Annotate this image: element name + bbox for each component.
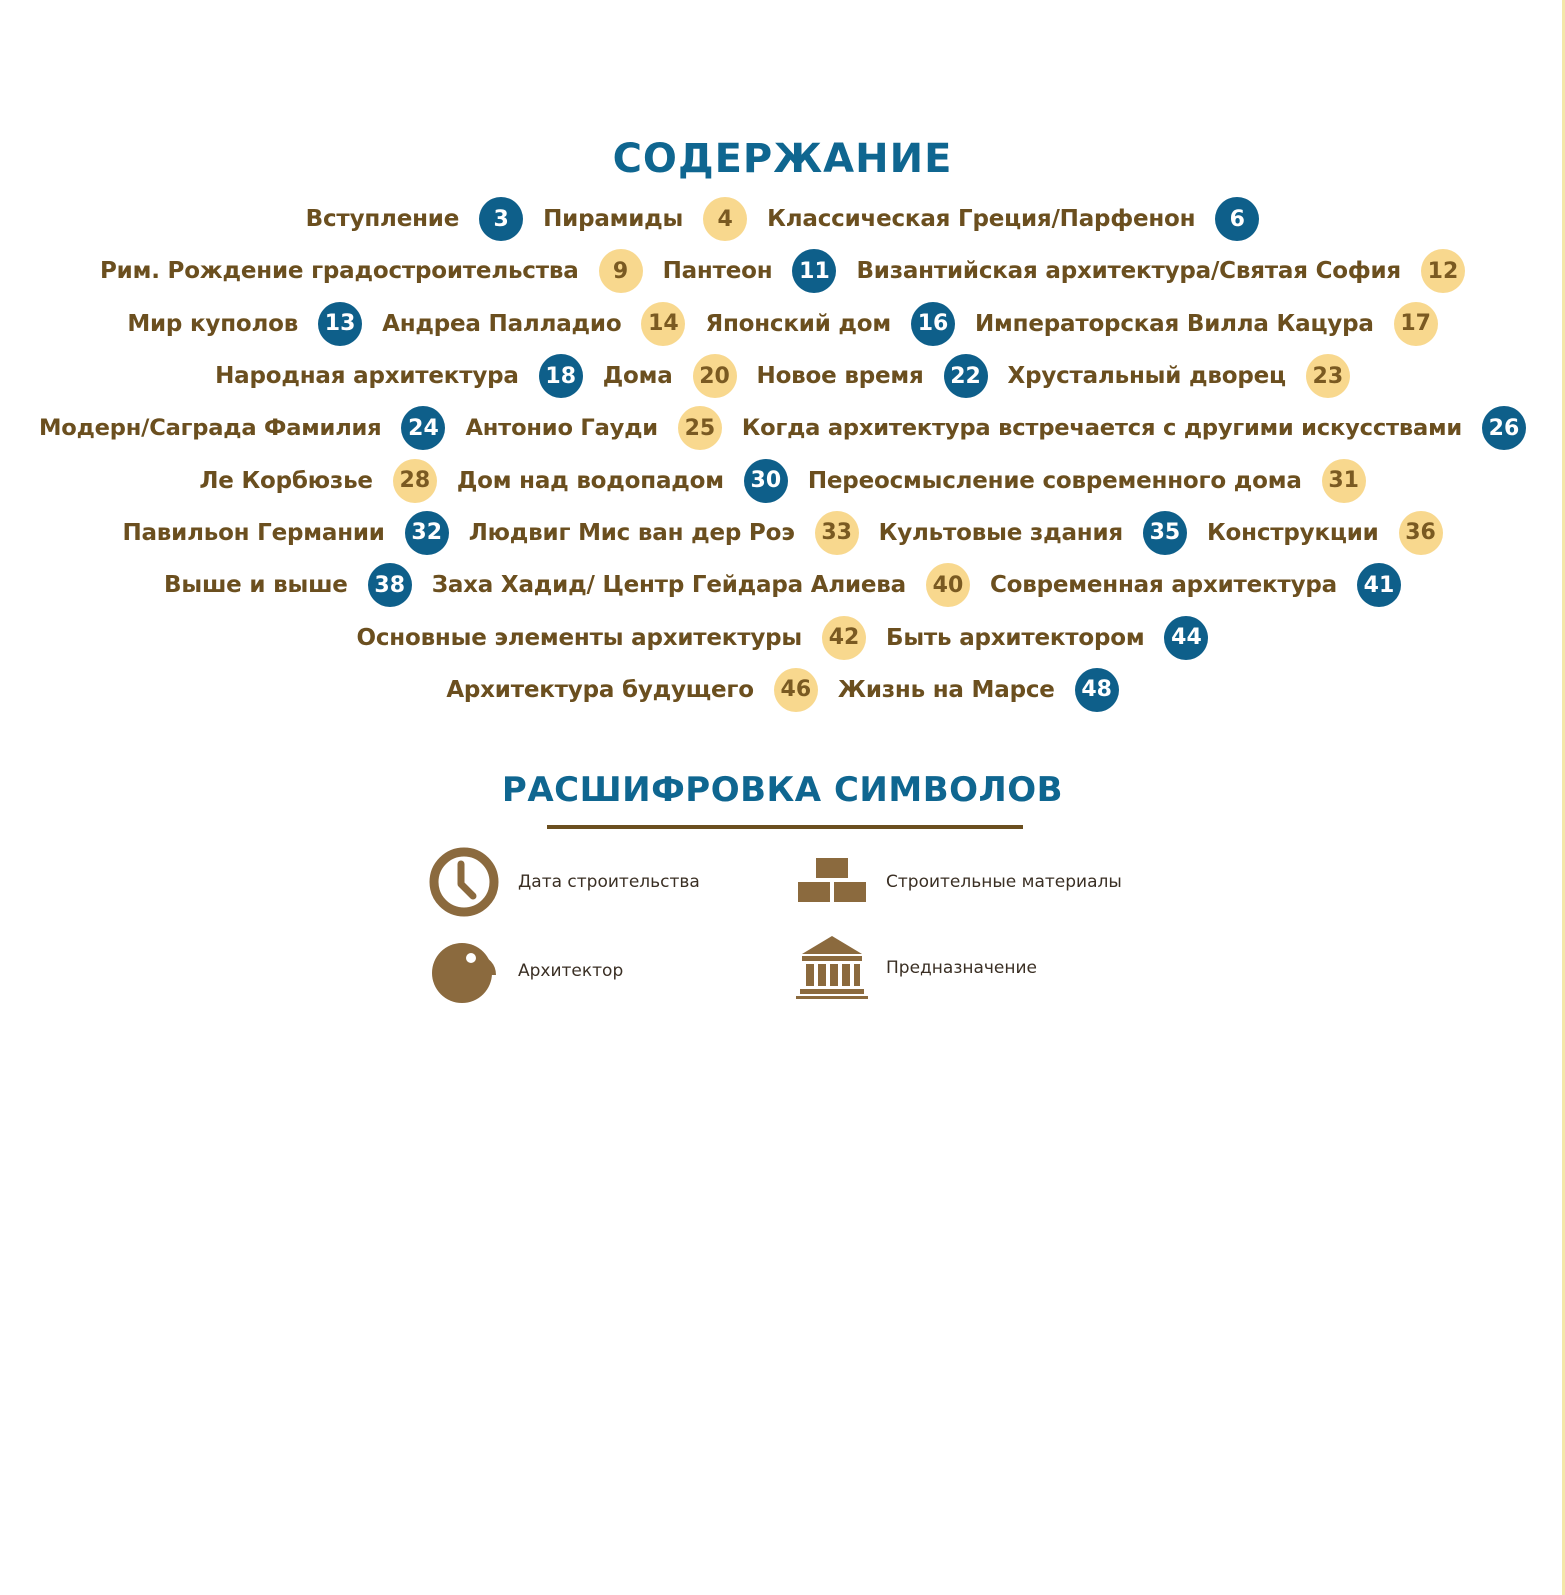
toc-entry[interactable]: [446, 668, 818, 712]
toc-entry-label: Выше и выше: [164, 572, 348, 599]
toc-entry[interactable]: [975, 302, 1438, 346]
toc-entry[interactable]: [603, 354, 737, 398]
toc-entry-label: Императорская Вилла Кацура: [975, 310, 1374, 337]
table-of-contents: [0, 193, 1565, 716]
page-number-badge: 48: [1075, 668, 1119, 712]
toc-entry[interactable]: [543, 197, 747, 241]
toc-entry[interactable]: [705, 302, 955, 346]
toc-entry[interactable]: [457, 459, 788, 503]
page-number-badge: 9: [599, 249, 643, 293]
toc-entry-label: Архитектура будущего: [446, 676, 754, 703]
page-number-badge: 26: [1482, 406, 1526, 450]
toc-entry-label: Современная архитектура: [989, 572, 1337, 599]
toc-entry[interactable]: [808, 459, 1366, 503]
legend-item-date: [428, 846, 700, 918]
page-number-badge: 33: [815, 511, 859, 555]
page-number-badge: 25: [678, 406, 722, 450]
page-number-badge: 36: [1399, 511, 1443, 555]
page-number-badge: 28: [393, 459, 437, 503]
toc-entry-label: Заха Хадид/ Центр Гейдара Алиева: [431, 572, 906, 599]
toc-entry[interactable]: [1207, 511, 1443, 555]
toc-entry[interactable]: [838, 668, 1119, 712]
toc-entry[interactable]: [469, 511, 859, 555]
page-number-badge: 20: [693, 354, 737, 398]
page-number-badge: 11: [792, 249, 836, 293]
toc-entry-label: Византийская архитектура/Святая София: [856, 258, 1401, 285]
toc-entry-label: Мир куполов: [127, 310, 299, 337]
page-number-badge: 31: [1322, 459, 1366, 503]
page-number-badge: 35: [1143, 511, 1187, 555]
toc-entry[interactable]: [122, 511, 448, 555]
toc-entry[interactable]: [100, 249, 643, 293]
page-number-badge: 12: [1421, 249, 1465, 293]
page-number-badge: 46: [774, 668, 818, 712]
bricks-icon: [796, 846, 868, 918]
toc-row: [0, 298, 1565, 350]
toc-entry-label: Быть архитектором: [886, 624, 1145, 651]
page-number-badge: 17: [1394, 302, 1438, 346]
page-number-badge: 32: [405, 511, 449, 555]
toc-row: [0, 559, 1565, 611]
page-number-badge: 23: [1306, 354, 1350, 398]
toc-entry-label: Переосмысление современного дома: [807, 467, 1302, 494]
toc-row: [0, 245, 1565, 297]
toc-entry[interactable]: [1008, 354, 1350, 398]
toc-row: [0, 454, 1565, 506]
page-number-badge: 30: [744, 459, 788, 503]
toc-entry[interactable]: [990, 563, 1401, 607]
page-number-badge: 40: [926, 563, 970, 607]
toc-entry-label: Рим. Рождение градостроительства: [100, 258, 579, 285]
toc-entry[interactable]: [767, 197, 1259, 241]
toc-entry[interactable]: [856, 249, 1465, 293]
page-number-badge: 24: [401, 406, 445, 450]
toc-entry-label: Антонио Гауди: [465, 415, 658, 442]
toc-entry[interactable]: [886, 616, 1208, 660]
legend-label-materials: Строительные материалы: [886, 872, 1122, 892]
toc-row: [0, 350, 1565, 402]
toc-entry-label: Людвиг Мис ван дер Роэ: [468, 519, 795, 546]
page-number-badge: 22: [944, 354, 988, 398]
toc-entry-label: Дома: [602, 363, 673, 390]
legend-label-date: Дата строительства: [518, 872, 700, 892]
toc-row: [0, 507, 1565, 559]
page-number-badge: 6: [1215, 197, 1259, 241]
legend-title: РАСШИФРОВКА СИМВОЛОВ: [501, 770, 1064, 810]
toc-entry-label: Японский дом: [705, 310, 891, 337]
toc-entry-label: Дом над водопадом: [456, 467, 724, 494]
toc-entry-label: Конструкции: [1206, 519, 1379, 546]
page-number-badge: 16: [911, 302, 955, 346]
toc-entry-label: Когда архитектура встречается с другими искусствами: [741, 415, 1462, 442]
page-number-badge: 13: [318, 302, 362, 346]
architect-head-icon: [428, 935, 500, 1007]
toc-entry-label: Вступление: [305, 206, 460, 233]
toc-entry[interactable]: [432, 563, 970, 607]
legend-item-architect: [428, 935, 623, 1007]
building-columns-icon: [796, 932, 868, 1004]
toc-entry-label: Основные элементы архитектуры: [356, 624, 802, 651]
page-number-badge: 42: [822, 616, 866, 660]
toc-entry[interactable]: [879, 511, 1187, 555]
toc-entry[interactable]: [757, 354, 988, 398]
toc-entry-label: Хрустальный дворец: [1007, 363, 1286, 390]
page-number-badge: 38: [368, 563, 412, 607]
toc-entry[interactable]: [382, 302, 685, 346]
page-number-badge: 4: [703, 197, 747, 241]
page-number-badge: 14: [641, 302, 685, 346]
clock-icon: [428, 846, 500, 918]
legend-item-purpose: [796, 932, 1037, 1004]
toc-entry-label: Жизнь на Марсе: [837, 676, 1055, 703]
toc-row: [0, 611, 1565, 663]
toc-entry-label: Модерн/Саграда Фамилия: [39, 415, 382, 442]
toc-row: [0, 664, 1565, 716]
toc-entry[interactable]: [306, 197, 523, 241]
legend-label-purpose: Предназначение: [886, 958, 1038, 978]
toc-title: СОДЕРЖАНИЕ: [612, 136, 953, 182]
toc-entry[interactable]: [127, 302, 362, 346]
toc-entry[interactable]: [39, 406, 445, 450]
toc-entry-label: Новое время: [756, 363, 924, 390]
toc-row: [0, 193, 1565, 245]
page-number-badge: 3: [479, 197, 523, 241]
toc-entry[interactable]: [742, 406, 1526, 450]
legend-item-materials: [796, 846, 1122, 918]
toc-entry[interactable]: [199, 459, 437, 503]
legend-divider: [547, 825, 1023, 829]
toc-entry-label: Ле Корбюзье: [199, 467, 373, 494]
toc-row: [0, 402, 1565, 454]
toc-entry-label: Культовые здания: [878, 519, 1123, 546]
toc-entry[interactable]: [357, 616, 867, 660]
toc-entry-label: Пантеон: [662, 258, 773, 285]
toc-entry[interactable]: [164, 563, 412, 607]
page-number-badge: 44: [1164, 616, 1208, 660]
toc-entry[interactable]: [215, 354, 583, 398]
toc-entry-label: Классическая Греция/Парфенон: [767, 206, 1196, 233]
toc-entry[interactable]: [663, 249, 837, 293]
toc-entry-label: Андреа Палладио: [382, 310, 622, 337]
legend-label-architect: Архитектор: [518, 961, 624, 981]
toc-entry-label: Пирамиды: [543, 206, 684, 233]
toc-entry[interactable]: [465, 406, 721, 450]
toc-entry-label: Народная архитектура: [215, 363, 519, 390]
page-number-badge: 18: [539, 354, 583, 398]
toc-entry-label: Павильон Германии: [122, 519, 385, 546]
page-number-badge: 41: [1357, 563, 1401, 607]
